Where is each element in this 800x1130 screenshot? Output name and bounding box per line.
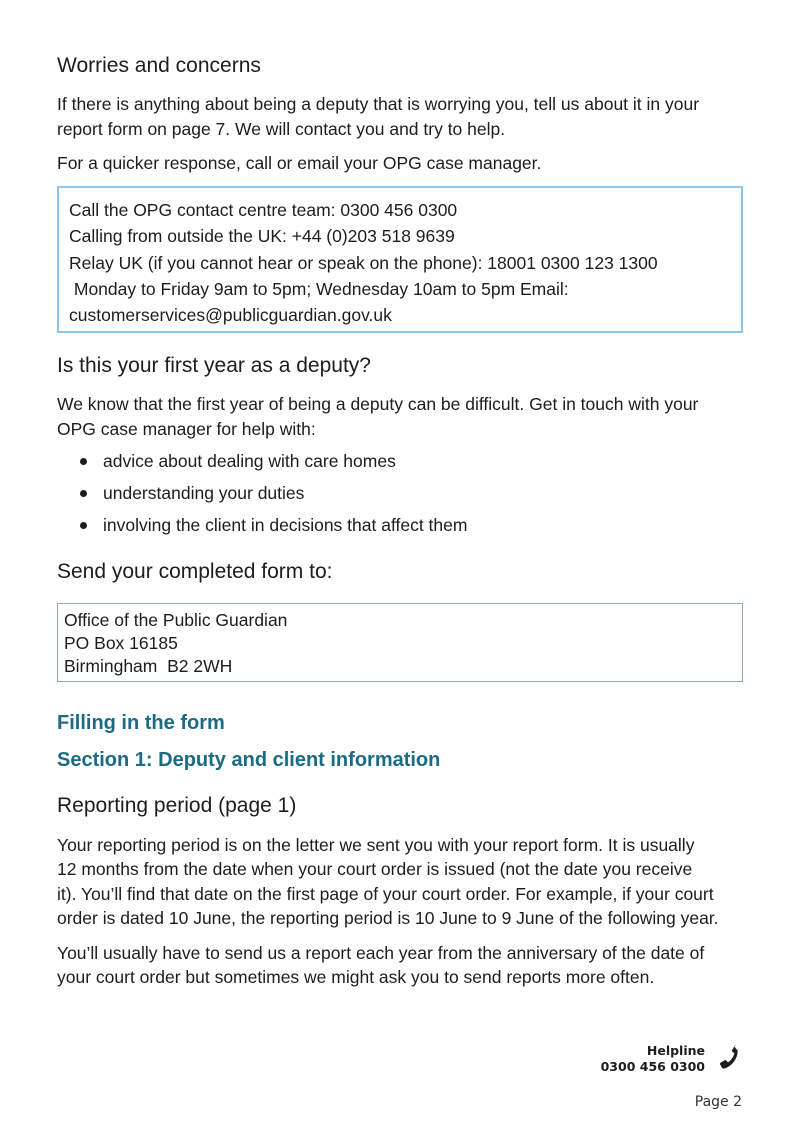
address-line-3: Birmingham B2 2WH <box>64 656 233 676</box>
bullet-icon <box>80 458 87 465</box>
contact-info-box <box>57 186 743 333</box>
send-form-heading: Send your completed form to: <box>57 560 333 583</box>
reporting-para1-line2: 12 months from the date when your court order is issued (not the date you receive <box>57 859 693 880</box>
list-item <box>57 481 467 513</box>
contact-line-relay: Relay UK (if you cannot hear or speak on the phone): 18001 0300 123 1300 <box>69 252 658 273</box>
contact-line-email: customerservices@publicguardian.gov.uk <box>69 305 392 326</box>
bullet-icon <box>80 522 87 529</box>
worries-heading: Worries and concerns <box>57 54 261 77</box>
reporting-period-paragraph-2 <box>57 941 743 990</box>
reporting-para2-line1: You’ll usually have to send us a report each year from the anniversary of the date of <box>57 943 705 963</box>
first-year-heading: Is this your first year as a deputy? <box>57 354 371 377</box>
list-item <box>57 449 467 481</box>
list-item-text: advice about dealing with care homes <box>103 451 396 471</box>
reporting-para1-line3: it). You’ll find that date on the first page of your court order. For example, if your court <box>57 883 714 904</box>
phone-icon <box>714 1043 744 1073</box>
list-item <box>57 513 467 545</box>
first-year-para-line1: We know that the first year of being a deputy can be difficult. Get in touch with your <box>57 394 699 414</box>
contact-line-phone: Call the OPG contact centre team: 0300 456 0300 <box>69 200 458 220</box>
list-item-text: involving the client in decisions that affect them <box>103 515 468 535</box>
worries-para1-line2: report form on page 7. We will contact you and try to help. <box>57 119 506 139</box>
section-1-heading: Section 1: Deputy and client information <box>57 749 441 771</box>
first-year-para-line2: OPG case manager for help with: <box>57 419 316 439</box>
reporting-para1-line1: Your reporting period is on the letter we sent you with your report form. It is usually <box>57 835 695 855</box>
worries-paragraph-1 <box>57 92 743 142</box>
contact-line-overseas: Calling from outside the UK: +44 (0)203 518 9639 <box>69 226 455 247</box>
address-line-2: PO Box 16185 <box>64 633 178 653</box>
list-item-text: understanding your duties <box>103 483 305 503</box>
address-line-1: Office of the Public Guardian <box>64 610 288 630</box>
bullet-icon <box>80 490 87 497</box>
worries-paragraph-2: For a quicker response, call or email your OPG case manager. <box>57 153 542 173</box>
helpline-number: 0300 456 0300 <box>600 1059 705 1074</box>
first-year-paragraph <box>57 392 743 442</box>
reporting-period-paragraph-1 <box>57 833 743 930</box>
page-number: Page 2 <box>694 1094 742 1110</box>
filling-heading: Filling in the form <box>57 712 225 734</box>
reporting-para2-line2: your court order but sometimes we might ask you to send reports more often. <box>57 967 655 988</box>
reporting-para1-line4: order is dated 10 June, the reporting period is 10 June to 9 June of the following year. <box>57 907 719 928</box>
worries-para1-line1: If there is anything about being a deputy that is worrying you, tell us about it in your <box>57 94 700 114</box>
help-topics-list <box>57 449 467 545</box>
helpline-block <box>601 1043 705 1075</box>
postal-address-box <box>57 603 743 682</box>
reporting-period-heading: Reporting period (page 1) <box>57 794 297 817</box>
contact-line-hours: Monday to Friday 9am to 5pm; Wednesday 10am to 5pm Email: <box>69 278 569 299</box>
helpline-label: Helpline <box>646 1043 705 1058</box>
